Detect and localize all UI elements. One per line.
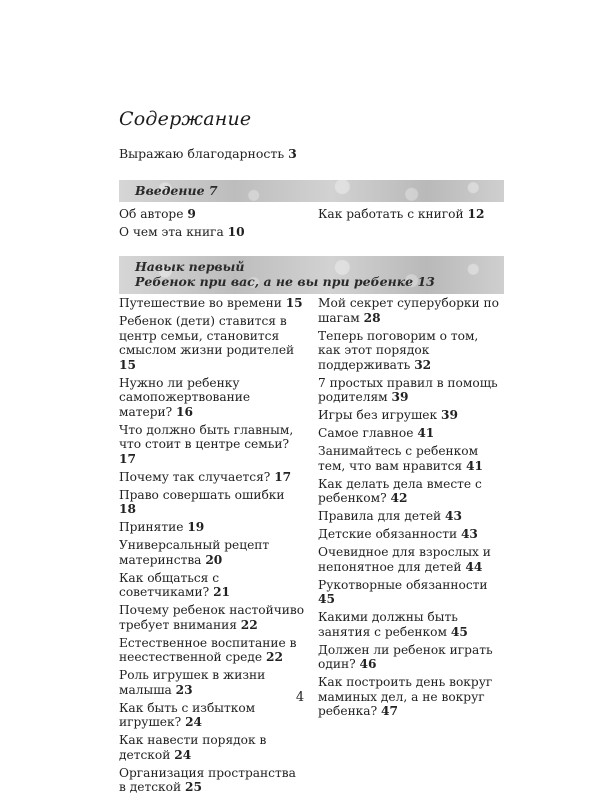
toc-entry[interactable] — [119, 225, 305, 240]
toc-column-right — [318, 207, 504, 225]
toc-column-left — [119, 207, 305, 243]
toc-entry-label: Естественное воспитание в неестественной среде — [119, 635, 297, 664]
section-title-page: 7 — [208, 183, 218, 198]
toc-entry-label: Об авторе — [119, 207, 184, 221]
toc-entry[interactable] — [318, 207, 504, 222]
toc-entry-label: Самое главное — [318, 426, 414, 440]
toc-entry-page: 10 — [227, 225, 245, 239]
toc-entry-label: Правила для детей — [318, 509, 442, 523]
toc-entry[interactable] — [318, 426, 504, 441]
toc-entry-label: Как построить день вокруг маминых дел, а не вокруг ребенка? — [318, 675, 493, 718]
toc-entry-label: Как навести порядок в детской — [119, 733, 267, 762]
toc-entry-page: 9 — [187, 207, 196, 221]
toc-entry[interactable] — [119, 571, 305, 600]
toc-entry-page: 47 — [380, 704, 398, 718]
toc-entry-page: 20 — [205, 552, 223, 567]
toc-entry-page: 22 — [240, 617, 258, 632]
toc-entry-page: 46 — [359, 657, 377, 671]
toc-entry-page: 41 — [465, 458, 483, 473]
toc-entry-label: О чем эта книга — [119, 225, 224, 239]
toc-entry[interactable] — [318, 545, 504, 574]
toc-entry-page: 18 — [119, 502, 136, 516]
toc-entry-label: Мой секрет суперуборки по шагам — [318, 296, 499, 325]
toc-entry[interactable] — [119, 520, 305, 535]
toc-entry-page: 24 — [174, 747, 192, 762]
toc-entry-page: 19 — [187, 520, 205, 534]
toc-entry[interactable] — [318, 527, 504, 542]
toc-entry-label: Игры без игрушек — [318, 408, 438, 422]
toc-entry-page: 43 — [460, 527, 478, 541]
toc-entry-page: 45 — [318, 592, 335, 606]
toc-entry[interactable] — [119, 314, 305, 372]
toc-entry-page: 24 — [185, 715, 203, 729]
toc-entry-page: 41 — [417, 426, 435, 440]
toc-entry-label: Как быть с избытком игрушек? — [119, 700, 256, 729]
page-title: Содержание — [119, 108, 252, 130]
toc-entry-label: Занимайтесь с ребенком тем, что вам нравится — [318, 444, 479, 473]
toc-entry[interactable] — [318, 643, 504, 672]
toc-entry-page: 25 — [184, 780, 202, 794]
toc-entry-label: Выражаю благодарность — [119, 146, 285, 161]
toc-entry-label: Рукотворные обязанности — [318, 577, 488, 592]
toc-entry-label: Как делать дела вместе с ребенком? — [318, 476, 482, 505]
toc-entry-label: Какими должны быть занятия с ребенком — [318, 610, 458, 639]
toc-entry-page: 17 — [274, 469, 292, 484]
toc-entry[interactable] — [119, 538, 305, 567]
toc-entry-label: 7 простых правил в помощь родителям — [318, 375, 498, 404]
toc-entry[interactable] — [318, 296, 504, 325]
section-title-label: Ребенок при вас, а не вы при ребенке — [135, 274, 414, 289]
toc-entry-label: Теперь поговорим о том, как этот порядок поддерживать — [318, 328, 479, 372]
toc-entry[interactable] — [119, 296, 305, 311]
section-title-line2 — [135, 274, 435, 289]
toc-entry[interactable] — [119, 733, 305, 762]
toc-entry-page: 21 — [213, 585, 231, 599]
toc-entry[interactable] — [119, 207, 305, 222]
toc-entry-page: 15 — [119, 357, 136, 372]
toc-entry-page: 23 — [175, 682, 193, 697]
toc-entry[interactable] — [318, 329, 504, 373]
section-header-skill-one[interactable] — [119, 256, 504, 294]
toc-entry[interactable] — [318, 578, 504, 607]
toc-entry-label: Детские обязанности — [318, 527, 458, 541]
toc-entry-label: Ребенок (дети) ставится в центр семьи, становится смыслом жизни родителей — [119, 314, 295, 357]
toc-entry-label: Путешествие во времени — [119, 296, 282, 310]
toc-entry-page: 17 — [119, 451, 136, 466]
toc-entry[interactable] — [119, 423, 305, 467]
toc-entry[interactable] — [119, 488, 305, 517]
toc-entry-label: Должен ли ребенок играть один? — [318, 642, 493, 671]
toc-entry[interactable] — [318, 509, 504, 524]
toc-entry-page: 44 — [465, 559, 483, 574]
toc-entry[interactable] — [119, 766, 305, 795]
section-title-page: 13 — [417, 274, 435, 289]
toc-entry-label: Право совершать ошибки — [119, 487, 285, 502]
toc-entry-page: 32 — [414, 357, 432, 372]
section-title — [135, 183, 218, 198]
toc-entry-label: Что должно быть главным, что стоит в центре семьи? — [119, 422, 294, 451]
toc-entry-label: Универсальный рецепт материнства — [119, 538, 270, 567]
toc-entry-label: Роль игрушек в жизни малыша — [119, 668, 266, 697]
section-header-introduction[interactable] — [119, 180, 504, 202]
toc-entry-page: 42 — [390, 491, 408, 505]
toc-entry[interactable] — [119, 636, 305, 665]
toc-entry-label: Как работать с книгой — [318, 207, 464, 221]
toc-entry-label: Принятие — [119, 520, 184, 534]
toc-entry[interactable] — [119, 470, 305, 485]
toc-entry-page: 43 — [445, 509, 463, 523]
toc-entry-page: 28 — [363, 310, 381, 325]
toc-entry-label: Нужно ли ребенку самопожертвование матери? — [119, 375, 251, 419]
toc-entry-page: 22 — [265, 650, 283, 664]
toc-column-right — [318, 296, 504, 722]
toc-entry[interactable] — [318, 610, 504, 639]
toc-entry-label: Как общаться с советчиками? — [119, 570, 220, 599]
page-number: 4 — [295, 690, 305, 705]
toc-entry-page: 39 — [391, 390, 409, 404]
toc-entry-label: Организация пространства в детской — [119, 765, 296, 794]
section-title-line1: Навык первый — [135, 259, 245, 274]
toc-column-left — [119, 296, 305, 798]
toc-entry[interactable] — [119, 376, 305, 420]
section-title — [135, 259, 435, 289]
toc-entry[interactable] — [318, 408, 504, 423]
toc-entry[interactable] — [318, 444, 504, 473]
toc-entry-page: 45 — [450, 624, 468, 639]
toc-entry-page: 3 — [288, 146, 297, 161]
toc-entry-label: Почему ребенок настойчиво требует внимания — [119, 603, 305, 632]
toc-entry-acknowledgements[interactable] — [119, 146, 297, 161]
toc-entry[interactable] — [318, 376, 504, 405]
toc-entry-page: 15 — [285, 296, 303, 310]
toc-entry[interactable] — [119, 603, 305, 632]
toc-entry-page: 39 — [440, 408, 458, 422]
toc-entry-page: 12 — [467, 207, 485, 221]
toc-entry-label: Почему так случается? — [119, 469, 271, 484]
section-title-label: Введение — [135, 183, 205, 198]
toc-entry[interactable] — [318, 477, 504, 506]
toc-entry-label: Очевидное для взрослых и непонятное для детей — [318, 545, 491, 574]
toc-entry-page: 16 — [176, 404, 194, 419]
